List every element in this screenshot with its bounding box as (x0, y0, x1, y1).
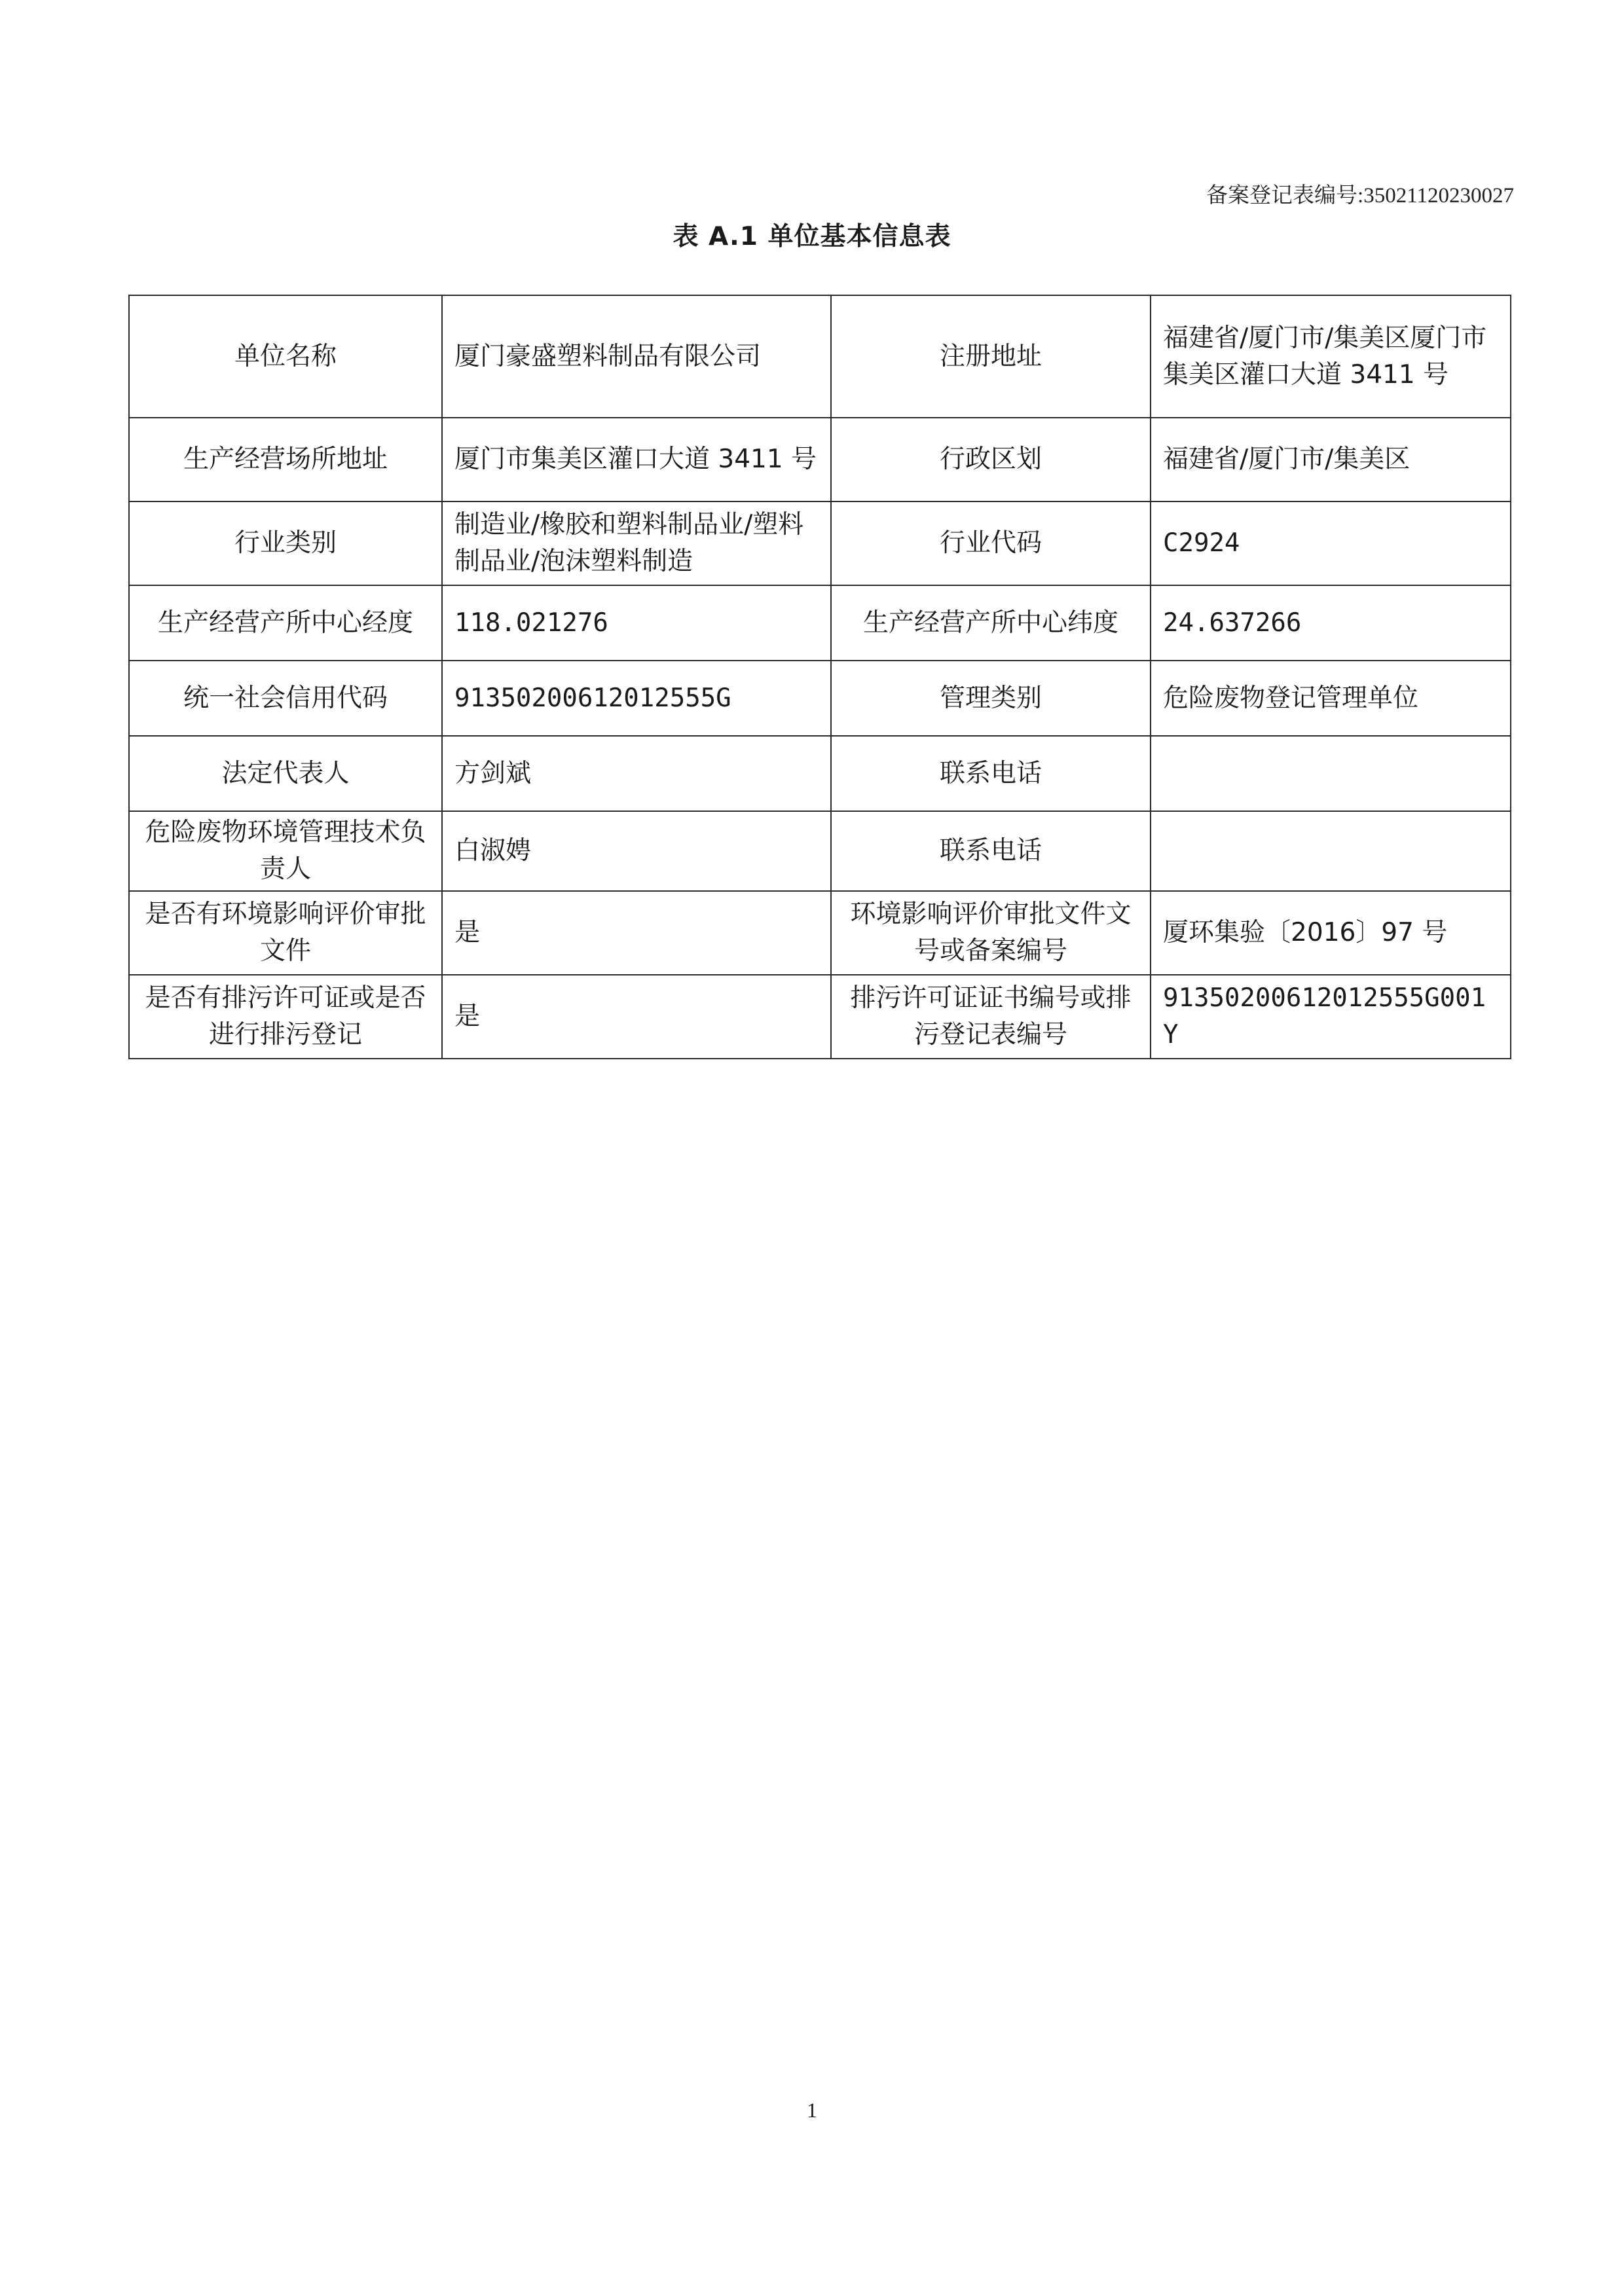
value-hazardous-waste-manager: 白淑娉 (442, 811, 831, 891)
table-row (129, 295, 1511, 418)
label-legal-representative: 法定代表人 (129, 736, 442, 811)
label-discharge-permit: 是否有排污许可证或是否进行排污登记 (129, 975, 442, 1059)
label-industry-category: 行业类别 (129, 501, 442, 585)
value-legal-representative: 方剑斌 (442, 736, 831, 811)
page-number: 1 (807, 2098, 817, 2122)
value-eia-approval: 是 (442, 891, 831, 975)
table-row (129, 891, 1511, 975)
value-registered-address: 福建省/厦门市/集美区厦门市集美区灌口大道 3411 号 (1151, 295, 1511, 418)
label-contact-phone-2: 联系电话 (831, 811, 1151, 891)
label-latitude: 生产经营产所中心纬度 (831, 585, 1151, 661)
label-admin-division: 行政区划 (831, 418, 1151, 501)
value-industry-category: 制造业/橡胶和塑料制品业/塑料制品业/泡沫塑料制造 (442, 501, 831, 585)
label-credit-code: 统一社会信用代码 (129, 661, 442, 736)
label-longitude: 生产经营产所中心经度 (129, 585, 442, 661)
value-credit-code: 91350200612012555G (442, 661, 831, 736)
label-contact-phone: 联系电话 (831, 736, 1151, 811)
value-admin-division: 福建省/厦门市/集美区 (1151, 418, 1511, 501)
label-eia-document-number: 环境影响评价审批文件文号或备案编号 (831, 891, 1151, 975)
value-industry-code: C2924 (1151, 501, 1511, 585)
table-row (129, 661, 1511, 736)
label-unit-name: 单位名称 (129, 295, 442, 418)
table-row (129, 975, 1511, 1059)
label-management-category: 管理类别 (831, 661, 1151, 736)
unit-info-table (128, 295, 1511, 1059)
value-discharge-permit: 是 (442, 975, 831, 1059)
value-discharge-permit-number: 91350200612012555G001Y (1151, 975, 1511, 1059)
label-industry-code: 行业代码 (831, 501, 1151, 585)
table-row (129, 811, 1511, 891)
value-latitude: 24.637266 (1151, 585, 1511, 661)
table-row (129, 418, 1511, 501)
value-contact-phone (1151, 736, 1511, 811)
label-discharge-permit-number: 排污许可证证书编号或排污登记表编号 (831, 975, 1151, 1059)
registration-number: 备案登记表编号:35021120230027 (1206, 184, 1514, 208)
table-row (129, 736, 1511, 811)
value-longitude: 118.021276 (442, 585, 831, 661)
value-contact-phone-2 (1151, 811, 1511, 891)
label-eia-approval: 是否有环境影响评价审批文件 (129, 891, 442, 975)
label-registered-address: 注册地址 (831, 295, 1151, 418)
value-site-address: 厦门市集美区灌口大道 3411 号 (442, 418, 831, 501)
value-management-category: 危险废物登记管理单位 (1151, 661, 1511, 736)
label-site-address: 生产经营场所地址 (129, 418, 442, 501)
value-eia-document-number: 厦环集验〔2016〕97 号 (1151, 891, 1511, 975)
value-unit-name: 厦门豪盛塑料制品有限公司 (442, 295, 831, 418)
table-row (129, 501, 1511, 585)
table-row (129, 585, 1511, 661)
table-title: 表 A.1 单位基本信息表 (673, 222, 951, 251)
label-hazardous-waste-manager: 危险废物环境管理技术负责人 (129, 811, 442, 891)
